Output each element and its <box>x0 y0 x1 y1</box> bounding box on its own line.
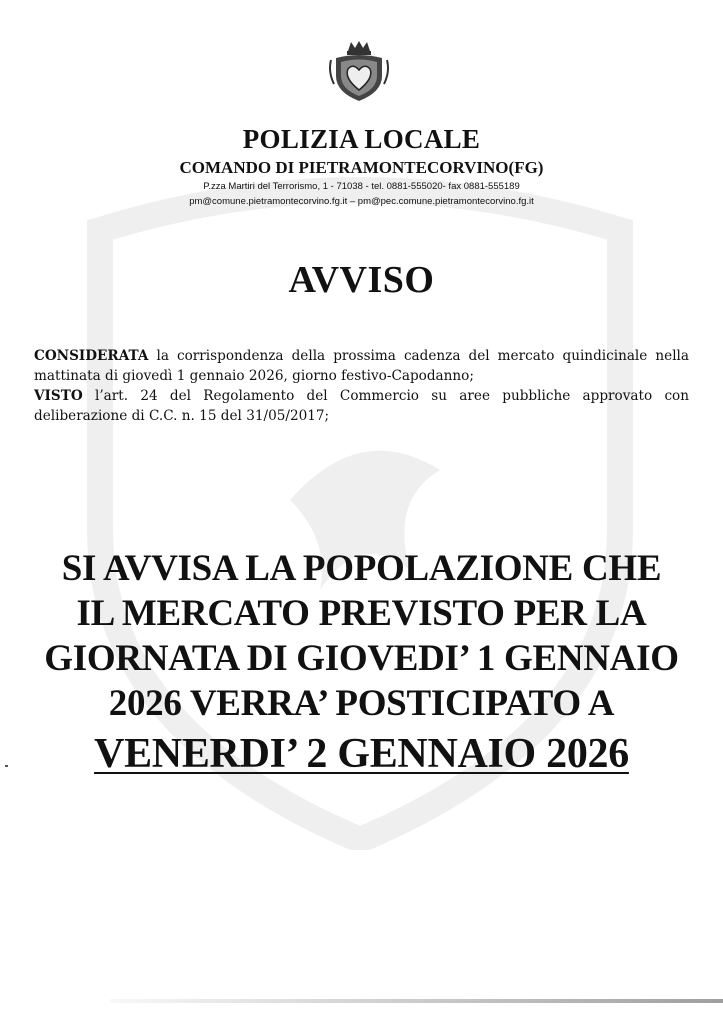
visto-paragraph <box>34 386 689 426</box>
considerata-text: la corrispondenza della prossima cadenza del mercato quindicinale nella mattinata di giovedì 1 gennaio 2026, giorno festivo-Capodanno; <box>34 348 689 384</box>
announcement-line: GIORNATA DI GIOVEDI’ 1 GENNAIO <box>44 638 679 679</box>
new-date-line <box>0 728 723 780</box>
considerata-paragraph <box>34 346 689 386</box>
municipal-crest-icon <box>326 38 392 104</box>
announcement-line: 2026 VERRA’ POSTICIPATO A <box>108 683 615 724</box>
header-emails: pm@comune.pietramontecorvino.fg.it – pm@pec.comune.pietramontecorvino.fg.it <box>189 196 534 207</box>
header-title: POLIZIA LOCALE <box>242 124 481 154</box>
new-date: VENERDI’ 2 GENNAIO 2026 <box>94 731 629 777</box>
visto-keyword: VISTO <box>34 388 83 404</box>
scan-speck <box>5 765 8 767</box>
notice-title: AVVISO <box>288 259 435 301</box>
announcement-line: SI AVVISA LA POPOLAZIONE CHE <box>61 548 662 589</box>
visto-text: l’art. 24 del Regolamento del Commercio su aree pubbliche approvato con deliberazione di C.C. n. 15 del 31/05/2017; <box>34 388 689 424</box>
scan-edge-shadow <box>110 999 723 1003</box>
announcement-line: IL MERCATO PREVISTO PER LA <box>76 593 647 634</box>
considerata-keyword: CONSIDERATA <box>34 348 149 364</box>
notice-body <box>34 346 689 426</box>
header-command: COMANDO DI PIETRAMONTECORVINO(FG) <box>179 158 544 177</box>
announcement <box>0 546 723 780</box>
header-address: P.zza Martiri del Terrorismo, 1 - 71038 - tel. 0881-555020- fax 0881-555189 <box>203 181 520 192</box>
